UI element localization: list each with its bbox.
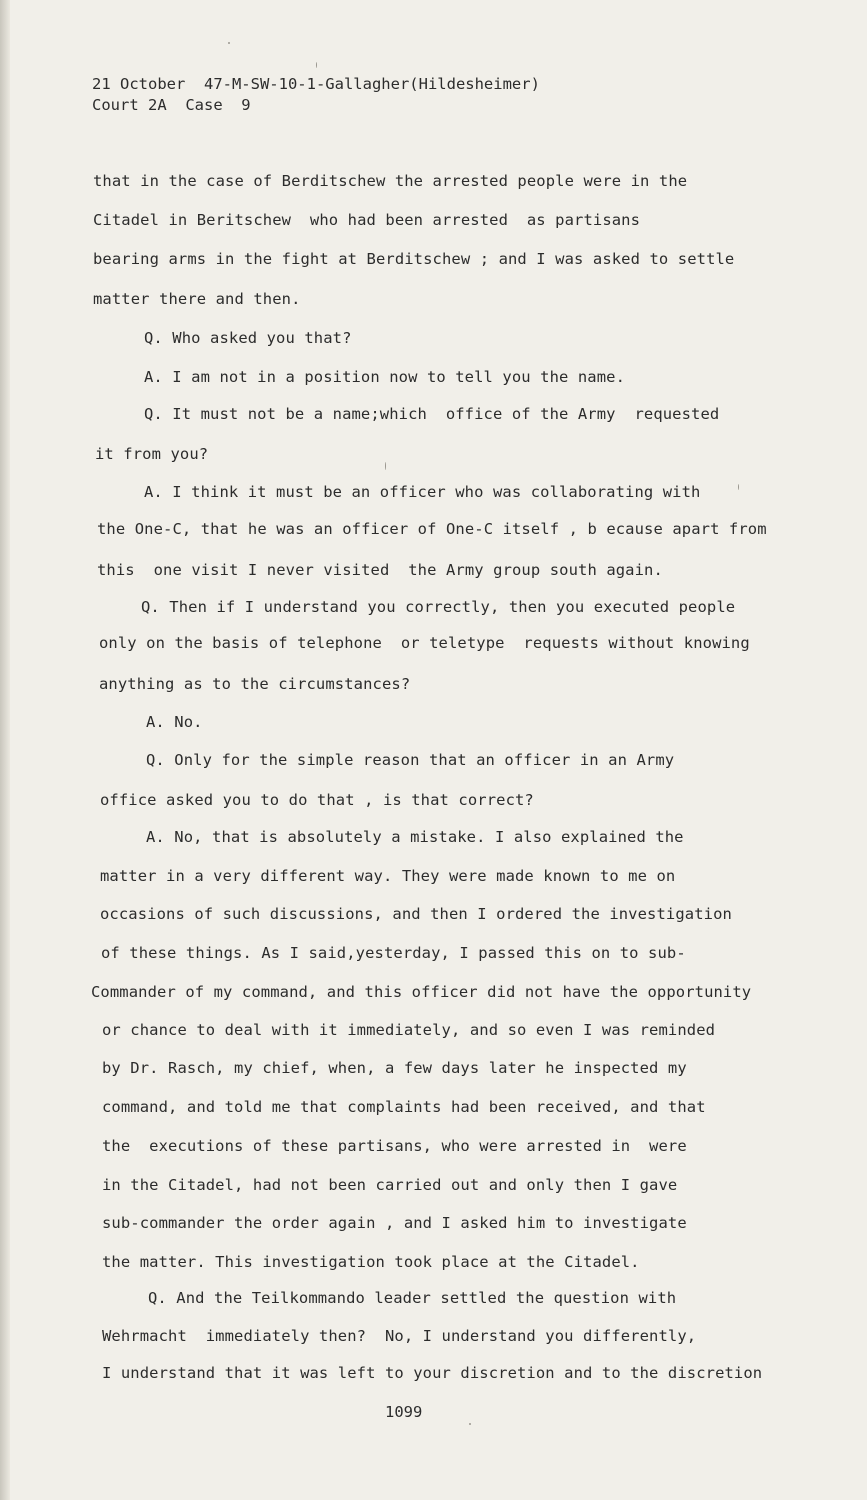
transcript-line: A. No, that is absolutely a mistake. I also explained the	[146, 828, 684, 846]
page-number: 1099	[385, 1403, 423, 1421]
transcript-line: in the Citadel, had not been carried out and only then I gave	[102, 1176, 678, 1194]
transcript-line: the matter. This investigation took place at the Citadel.	[102, 1253, 640, 1271]
header-court-case: Court 2A Case 9	[92, 96, 251, 114]
transcript-line: A. I think it must be an officer who was collaborating with	[144, 483, 701, 501]
transcript-line: Q. Then if I understand you correctly, then you executed people	[141, 598, 736, 616]
paper-speck	[469, 1423, 471, 1425]
transcript-line: Citadel in Beritschew who had been arrested as partisans	[93, 211, 641, 229]
transcript-line: by Dr. Rasch, my chief, when, a few days later he inspected my	[102, 1059, 687, 1077]
transcript-line: occasions of such discussions, and then I ordered the investigation	[100, 905, 732, 923]
transcript-line: A. No.	[146, 713, 203, 731]
transcript-line: of these things. As I said,yesterday, I passed this on to sub-	[101, 944, 686, 962]
transcript-line: Commander of my command, and this officer did not have the opportunity	[91, 983, 752, 1001]
transcript-line: bearing arms in the fight at Berditschew ; and I was asked to settle	[93, 250, 735, 268]
paper-speck	[738, 484, 739, 490]
transcript-line: A. I am not in a position now to tell you the name.	[144, 368, 626, 386]
transcript-line: anything as to the circumstances?	[99, 675, 411, 693]
transcript-line: Q. Who asked you that?	[144, 329, 352, 347]
transcript-line: it from you?	[95, 445, 209, 463]
transcript-line: I understand that it was left to your discretion and to the discretion	[102, 1364, 763, 1382]
transcript-line: only on the basis of telephone or teletype requests without knowing	[99, 634, 750, 652]
transcript-line: Q. It must not be a name;which office of the Army requested	[144, 405, 720, 423]
transcript-line: sub-commander the order again , and I asked him to investigate	[102, 1214, 687, 1232]
paper-speck	[316, 62, 317, 68]
transcript-line: matter in a very different way. They were made known to me on	[100, 867, 676, 885]
transcript-line: matter there and then.	[93, 290, 301, 308]
transcript-line: the executions of these partisans, who were arrested in were	[102, 1137, 687, 1155]
transcript-line: that in the case of Berditschew the arrested people were in the	[93, 172, 688, 190]
transcript-line: Q. And the Teilkommando leader settled the question with	[148, 1289, 677, 1307]
transcript-line: office asked you to do that , is that correct?	[100, 791, 534, 809]
transcript-line: this one visit I never visited the Army group south again.	[97, 561, 663, 579]
header-date-reference: 21 October 47-M-SW-10-1-Gallagher(Hildesheimer)	[92, 75, 540, 93]
paper-speck	[228, 42, 230, 44]
transcript-line: Q. Only for the simple reason that an officer in an Army	[146, 751, 675, 769]
paper-speck	[385, 462, 386, 470]
transcript-line: command, and told me that complaints had been received, and that	[102, 1098, 706, 1116]
transcript-line: the One-C, that he was an officer of One-C itself , b ecause apart from	[97, 520, 767, 538]
transcript-line: Wehrmacht immediately then? No, I understand you differently,	[102, 1327, 697, 1345]
transcript-line: or chance to deal with it immediately, and so even I was reminded	[102, 1021, 716, 1039]
